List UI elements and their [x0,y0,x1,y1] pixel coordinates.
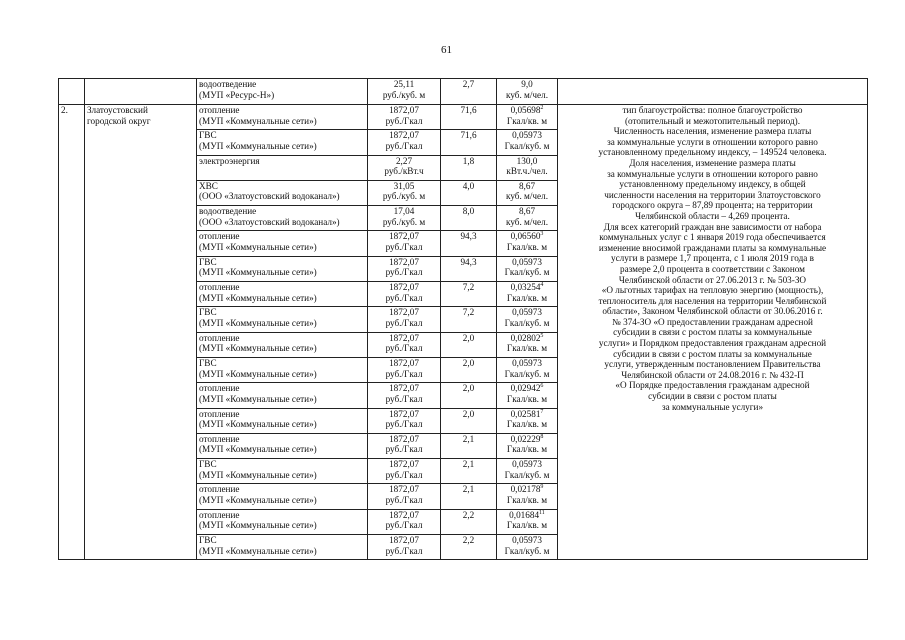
volume-cell [497,130,558,155]
service-name: водоотведение [199,79,257,89]
percent-cell: 2,1 [441,433,497,458]
tariff-cell [368,332,441,357]
note-line: численности населения на территории Златоустовского [604,189,821,200]
volume-unit: Гкал/кв. м [506,292,548,303]
volume-value-line [499,459,555,470]
tariff-cell [368,206,441,231]
service-provider: (МУП «Коммунальные сети») [199,242,317,253]
volume-unit: Гкал/кв. м [506,242,548,253]
volume-cell [497,307,558,332]
tariff-value: 1872,07 [389,433,419,444]
service-name: отопление [199,383,240,394]
volume-value-line [499,510,555,521]
volume-value: 0,03254 [510,282,541,293]
volume-value-line [499,231,555,242]
tariff-cell [368,256,441,281]
row-number-cell [59,79,85,105]
tariff-unit: руб./Гкал [385,317,423,328]
service-provider: (МУП «Коммунальные сети») [199,267,317,278]
service-provider: (МУП «Коммунальные сети») [199,393,317,404]
volume-cell [497,332,558,357]
row-number-cell [59,105,85,560]
note-line: субсидии в связи с ростом платы за коммунальные [613,348,812,359]
volume-value: 0,02802 [510,332,541,343]
tariff-value: 1872,07 [389,484,419,495]
note-line: за коммунальные услуги» [661,401,764,412]
volume-value-line [499,206,555,217]
municipality-cell [85,105,197,560]
volume-value: 0,05973 [512,357,542,368]
volume-unit: Гкал/куб. м [504,140,550,151]
note-cell-top [558,79,868,105]
volume-value-line [499,130,555,141]
volume-value-line [499,409,555,420]
volume-value: 9,0 [521,79,533,89]
volume-cell [497,180,558,205]
volume-value: 8,67 [518,206,536,217]
tariff-unit: руб./Гкал [385,419,423,430]
tariff-cell [368,180,441,205]
note-line: Численность населения, изменение размера платы [613,126,812,137]
volume-unit: Гкал/кв. м [506,419,548,430]
service-name: ГВС [199,357,217,368]
service-name: ГВС [199,459,217,470]
percent-cell: 8,0 [441,206,497,231]
tariff-value: 25,11 [393,79,415,89]
volume-cell [497,282,558,307]
service-cell [197,357,368,382]
table-body [59,79,868,560]
volume-cell [497,357,558,382]
tariff-value: 1872,07 [389,231,419,242]
volume-value-line [499,484,555,495]
tariff-value: 1872,07 [389,332,419,343]
note-line: № 374-ЗО «О предоставлении гражданам адресной [612,316,813,327]
tariff-unit: руб./Гкал [385,444,423,455]
note-line: за коммунальные услуги в отношении которого равно [607,168,818,179]
service-cell [197,256,368,281]
volume-unit: Гкал/кв. м [506,115,548,126]
service-cell [197,484,368,509]
volume-cell [497,509,558,534]
service-name: ХВС [199,180,218,191]
tariff-value: 31,05 [393,180,415,191]
service-cell [197,206,368,231]
service-provider: (МУП «Коммунальные сети») [199,292,317,303]
service-name: отопление [199,509,240,520]
tariff-cell [368,383,441,408]
note-line: установленному предельному индексу, в общей [619,179,806,190]
service-provider: (МУП «Коммунальные сети») [199,495,317,506]
percent-cell: 4,0 [441,180,497,205]
percent-cell: 71,6 [441,105,497,130]
percent-cell: 71,6 [441,130,497,155]
note-line: за коммунальные услуги в отношении которого равно [607,136,818,147]
percent-cell: 94,3 [441,231,497,256]
volume-cell [497,105,558,130]
percent-cell: 2,0 [441,357,497,382]
service-cell [197,105,368,130]
note-line: коммунальных услуг с 1 января 2019 года обеспечивается [599,232,826,243]
tariff-unit: руб./Гкал [385,242,423,253]
footnote-marker: 9 [540,484,544,491]
footnote-marker: 7 [540,408,544,415]
tariff-cell [368,357,441,382]
footnote-marker: 8 [540,433,544,440]
service-provider: (ООО «Златоустовский водоканал») [199,216,340,227]
volume-unit: Гкал/куб. м [504,469,550,480]
volume-cell [497,459,558,484]
volume-unit: Гкал/кв. м [506,444,548,455]
volume-value-line [499,333,555,344]
service-cell [197,307,368,332]
tariff-value: 1872,07 [389,509,419,520]
service-cell [197,155,368,180]
tariff-value: 1872,07 [389,535,419,546]
service-provider: (МУП «Коммунальные сети») [199,520,317,531]
volume-cell [497,79,558,105]
service-cell [197,509,368,534]
tariff-unit: руб./Гкал [385,393,423,404]
service-name: ГВС [199,307,217,318]
service-cell [197,231,368,256]
tariff-cell [368,130,441,155]
service-name: электроэнергия [199,155,260,166]
footnote-marker: 5 [540,332,544,339]
table-row [59,105,868,130]
tariff-unit: руб./Гкал [385,469,423,480]
volume-unit: Гкал/кв. м [506,343,548,354]
note-line: теплоноситель для населения на территории Челябинской [598,295,827,306]
tariff-unit: руб./Гкал [385,495,423,506]
volume-unit: куб. м/чел. [505,191,549,202]
note-line: Челябинской области – 4,269 процента. [635,210,790,221]
percent-cell: 94,3 [441,256,497,281]
volume-value-line [499,535,555,546]
tariff-value: 1872,07 [389,282,419,293]
tariff-value: 2,27 [395,155,413,166]
volume-unit: Гкал/куб. м [504,267,550,278]
volume-value-line [499,105,555,116]
tariff-value: 1872,07 [389,256,419,267]
volume-value-line [499,383,555,394]
note-line: услуги» и Порядком предоставления гражданам адресной [598,338,827,349]
note-line: Челябинской области от 24.08.2016 г. № 432-П [621,369,804,380]
volume-value: 0,05973 [512,307,542,318]
note-cell [558,105,868,560]
service-cell [197,282,368,307]
footnote-marker: 4 [540,282,544,289]
service-name: отопление [199,105,240,115]
service-provider: (МУП «Коммунальные сети») [199,469,317,480]
service-cell [197,130,368,155]
tariff-value: 1872,07 [389,307,419,318]
volume-cell [497,231,558,256]
volume-value: 0,05973 [512,256,542,267]
tariff-cell [368,231,441,256]
volume-value: 0,05973 [512,459,542,470]
tariff-unit: руб./куб. м [382,191,426,202]
row-number: 2. [61,105,68,115]
note-line: области», Законом Челябинской области от 30.06.2016 г. [602,306,823,317]
volume-value-line [499,257,555,268]
volume-cell [497,484,558,509]
volume-unit: Гкал/куб. м [504,368,550,379]
volume-value: 0,02178 [510,484,541,495]
volume-cell [497,155,558,180]
note-line: субсидии в связи с ростом платы за коммунальные [613,327,812,338]
service-name: отопление [199,282,240,293]
volume-cell [497,535,558,560]
tariff-unit: руб./Гкал [385,343,423,354]
municipality-cell [85,79,197,105]
volume-value: 0,01684 [509,509,540,520]
tariff-value: 1872,07 [389,357,419,368]
service-name: отопление [199,332,240,343]
service-name: отопление [199,231,240,242]
tariff-cell [368,535,441,560]
percent-cell: 2,0 [441,383,497,408]
tariff-cell [368,459,441,484]
footnote-marker: 6 [540,383,544,390]
tariff-cell [368,433,441,458]
volume-unit: Гкал/куб. м [504,545,550,556]
tariff-unit: руб./Гкал [385,115,423,126]
tariff-value: 1872,07 [389,130,419,141]
note-line: услуги, утвержденным постановлением Правительства [604,359,821,370]
service-name: ГВС [199,130,217,141]
service-provider: (МУП «Коммунальные сети») [199,115,317,126]
volume-value: 0,02229 [510,433,541,444]
note-line: субсидии в связи с ростом платы [648,391,777,402]
tariff-unit: руб./Гкал [385,368,423,379]
volume-unit: Гкал/кв. м [506,393,548,404]
footnote-marker: 2 [540,104,544,111]
tariff-unit: руб./Гкал [385,267,423,278]
service-cell [197,408,368,433]
tariff-cell [368,484,441,509]
page-number: 61 [441,44,452,56]
note-line: установленному предельному индексу, – 149524 человека. [598,147,827,158]
municipality-name-2: городской округ [87,115,151,126]
volume-value-line [499,181,555,192]
tariff-unit: руб./Гкал [385,545,423,556]
percent-cell: 2,1 [441,484,497,509]
service-provider: (МУП «Коммунальные сети») [199,343,317,354]
service-name: ГВС [199,256,217,267]
volume-cell [497,206,558,231]
volume-value: 0,05698 [510,105,541,115]
tariff-value: 1872,07 [389,459,419,470]
service-provider: (ООО «Златоустовский водоканал») [199,191,340,202]
note-line: «О Порядке предоставления гражданам адресной [615,380,810,391]
service-provider: (МУП «Коммунальные сети») [199,545,317,556]
note-line: Челябинской области от 27.06.2013 г. № 503-ЗО [618,274,807,285]
volume-unit: куб. м/чел. [505,216,549,227]
note-line: размере 2,0 процента в соответствии с Законом [620,263,805,274]
volume-unit: Гкал/кв. м [506,520,548,531]
footnote-marker: 11 [539,509,545,516]
tariff-cell [368,79,441,105]
volume-cell [497,383,558,408]
tariff-cell [368,105,441,130]
tariff-value: 1872,07 [389,408,419,419]
service-provider: (МУП «Коммунальные сети») [199,419,317,430]
service-cell [197,180,368,205]
volume-value: 8,67 [518,180,536,191]
note-line: услуги в размере 1,7 процента, с 1 июля 2019 года в [611,253,814,264]
tariff-table [58,78,868,560]
percent-cell: 2,2 [441,509,497,534]
service-name: отопление [199,433,240,444]
service-provider: (МУП «Коммунальные сети») [199,444,317,455]
volume-value-line [499,358,555,369]
service-name: ГВС [199,535,217,546]
volume-cell [497,433,558,458]
tariff-unit: руб./кВт.ч [384,166,424,177]
note-line: «О льготных тарифах на тепловую энергию (мощность), [601,285,824,296]
percent-cell: 2,2 [441,535,497,560]
volume-value-line [499,434,555,445]
percent-cell: 7,2 [441,282,497,307]
volume-unit: куб. м/чел. [505,89,549,100]
volume-cell [497,256,558,281]
service-cell [197,535,368,560]
tariff-cell [368,408,441,433]
tariff-unit: руб./Гкал [385,520,423,531]
note-line: Для всех категорий граждан вне зависимости от набора [603,221,822,232]
service-name: отопление [199,484,240,495]
tariff-unit: руб./куб. м [382,216,426,227]
tariff-value: 1872,07 [389,105,419,115]
service-cell [197,79,368,105]
volume-value: 0,06560 [510,231,541,242]
service-name: водоотведение [199,206,257,217]
volume-unit: Гкал/кв. м [506,495,548,506]
tariff-value: 1872,07 [389,383,419,394]
service-provider: (МУП «Ресурс-Н») [199,89,275,100]
service-provider: (МУП «Коммунальные сети») [199,317,317,328]
note-line: тип благоустройства: полное благоустройство [622,105,803,115]
note-line: городского округа – 87,89 процента; на территории [612,200,813,211]
table-row [59,79,868,105]
percent-cell: 2,0 [441,332,497,357]
volume-cell [497,408,558,433]
volume-value: 0,05973 [512,130,542,141]
volume-value-line [499,282,555,293]
service-cell [197,383,368,408]
municipality-name: Златоустовский [87,105,148,115]
note-line: (отопительный и межотопительный период). [624,115,801,126]
tariff-cell [368,509,441,534]
tariff-unit: руб./куб. м [382,89,426,100]
service-provider: (МУП «Коммунальные сети») [199,368,317,379]
tariff-unit: руб./Гкал [385,140,423,151]
volume-value: 0,02942 [510,383,541,394]
volume-unit: Гкал/куб. м [504,317,550,328]
service-cell [197,332,368,357]
volume-value: 0,05973 [512,535,542,546]
tariff-cell [368,282,441,307]
volume-value-line [499,307,555,318]
percent-cell: 2,1 [441,459,497,484]
note-line: Доля населения, изменение размера платы [629,157,796,168]
volume-value-line [499,156,555,167]
service-cell [197,433,368,458]
volume-value: 0,02581 [510,408,541,419]
service-provider: (МУП «Коммунальные сети») [199,140,317,151]
percent-cell: 2,7 [441,79,497,105]
service-cell [197,459,368,484]
tariff-cell [368,307,441,332]
service-name: отопление [199,408,240,419]
volume-unit: кВт.ч./чел. [506,166,548,177]
percent-cell: 2,0 [441,408,497,433]
note-line: изменение вносимой гражданами платы за коммунальные [598,242,827,253]
tariff-cell [368,155,441,180]
footnote-marker: 3 [540,231,544,238]
tariff-value: 17,04 [393,206,415,217]
percent-cell: 1,8 [441,155,497,180]
volume-value: 130,0 [516,155,538,166]
tariff-unit: руб./Гкал [385,292,423,303]
percent-cell: 7,2 [441,307,497,332]
